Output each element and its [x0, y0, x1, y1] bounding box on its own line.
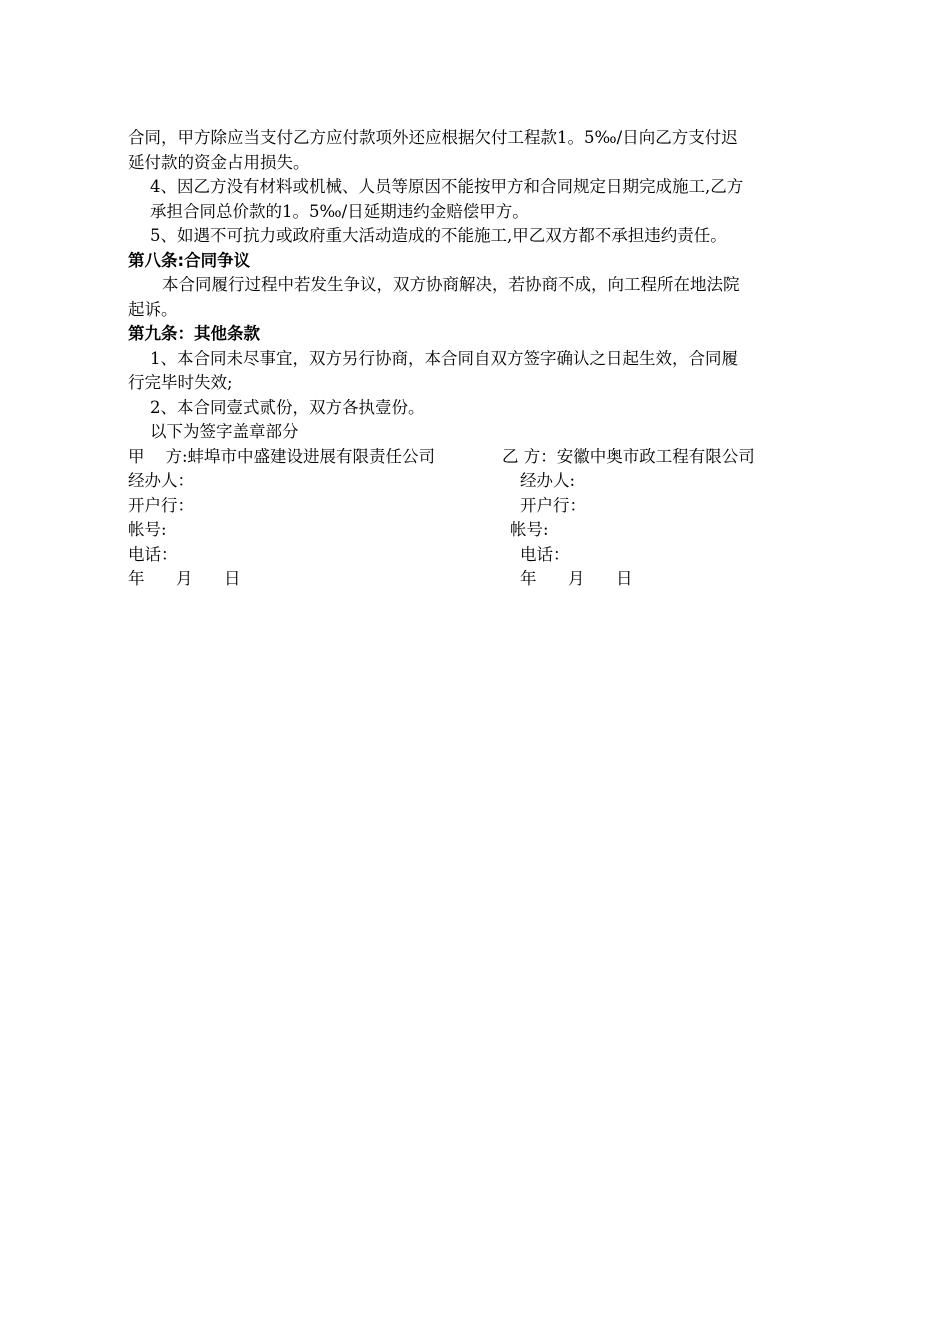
- paragraph-line: 延付款的资金占用损失。: [128, 152, 310, 172]
- article-9-item-1: 1、本合同未尽事宜，双方另行协商，本合同自双方签字确认之日起生效，合同履: [150, 348, 738, 368]
- article-9-item-1-cont: 行完毕时失效;: [128, 373, 233, 392]
- signature-date-row: [128, 567, 848, 592]
- signature-bank-row: [128, 494, 848, 519]
- party-a-account-label: 帐号:: [128, 520, 167, 539]
- party-a-date-year: 年: [128, 569, 145, 588]
- signature-phone-row: [128, 543, 848, 568]
- party-a-phone-label: 电话：: [128, 544, 178, 564]
- party-a-date-month: 月: [176, 569, 193, 588]
- clause-item-4: 4、因乙方没有材料或机械、人员等原因不能按甲方和合同规定日期完成施工,乙方: [150, 177, 744, 196]
- article-9-heading: 第九条：其他条款: [128, 324, 260, 343]
- party-b-phone-label: 电话：: [520, 544, 570, 564]
- party-b-date-day: 日: [616, 569, 633, 588]
- signature-note: 以下为签字盖章部分: [150, 422, 299, 441]
- party-b-date-month: 月: [568, 569, 585, 588]
- document-page: [128, 126, 848, 592]
- article-8-heading: 第八条:合同争议: [128, 250, 251, 270]
- signature-account-row: [128, 518, 848, 543]
- paragraph-line: 合同，甲方除应当支付乙方应付款项外还应根据欠付工程款1。5‰/日向乙方支付迟: [128, 128, 738, 147]
- article-8-text: 本合同履行过程中若发生争议，双方协商解决，若协商不成，向工程所在地法院: [162, 275, 740, 294]
- party-a-bank-label: 开户行：: [128, 495, 194, 515]
- party-b-date-year: 年: [520, 569, 537, 588]
- signature-agent-row: [128, 469, 848, 494]
- clause-item-4-cont: 承担合同总价款的1。5‰/日延期违约金赔偿甲方。: [150, 201, 529, 221]
- party-b-name: 乙 方：安徽中奥市政工程有限公司: [502, 446, 755, 466]
- party-b-bank-label: 开户行：: [520, 495, 586, 515]
- party-a-agent-label: 经办人：: [128, 471, 194, 490]
- clause-item-5: 5、如遇不可抗力或政府重大活动造成的不能施工,甲乙双方都不承担违约责任。: [150, 226, 727, 245]
- party-a-name: 甲 方:蚌埠市中盛建设进展有限责任公司: [128, 446, 436, 466]
- party-b-agent-label: 经办人:: [520, 471, 576, 490]
- signature-parties-row: [128, 445, 848, 470]
- party-b-account-label: 帐号:: [510, 520, 549, 539]
- article-8-text-cont: 起诉。: [128, 299, 178, 319]
- party-a-date-day: 日: [224, 569, 241, 588]
- article-9-item-2: 2、本合同壹式贰份，双方各执壹份。: [150, 397, 425, 417]
